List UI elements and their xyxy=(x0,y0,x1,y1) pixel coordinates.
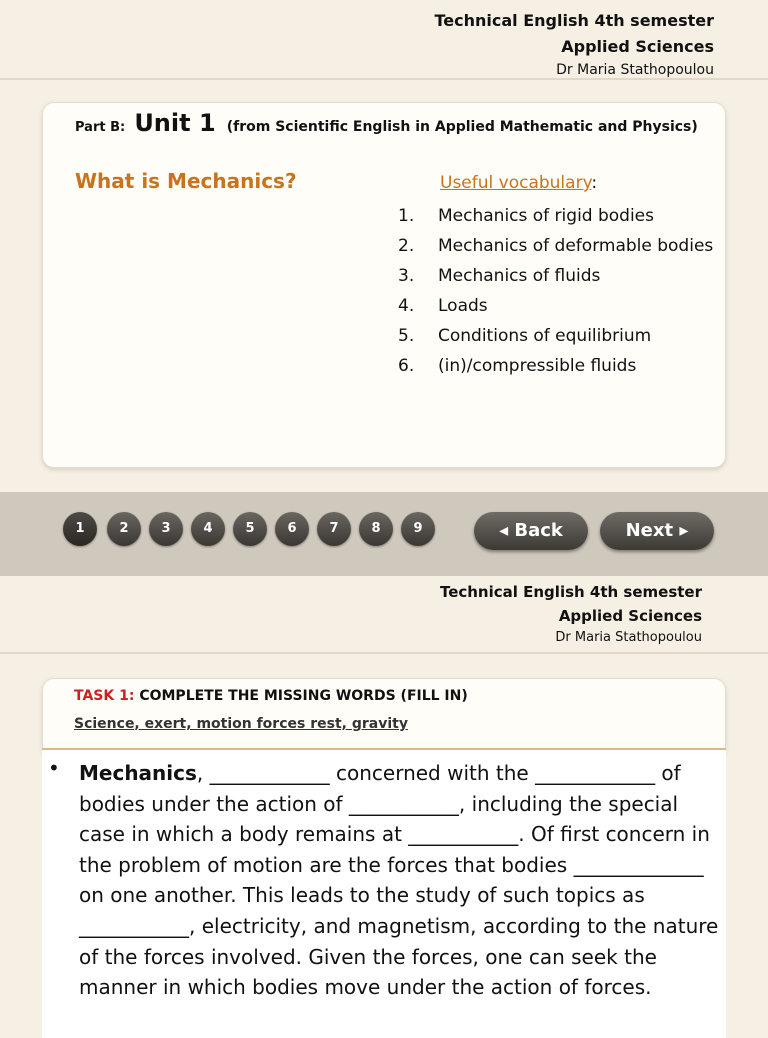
page-button-9[interactable]: 9 xyxy=(401,512,435,546)
paragraph-body: , ____________ concerned with the ____________ of bodies under the action of ___________, including the special case in which a body remains at ___________. Of first concern in the problem of motion are the forces that bodies _____________ on one another. This leads to the study of such topics as ___________, electricity, and magnetism, according to the nature of the forces involved. Given the forces, one can seek the manner in which bodies move under the action of forces. xyxy=(79,761,719,1000)
header-divider xyxy=(0,652,768,654)
unit-card xyxy=(42,102,726,468)
list-item: 2. Mechanics of deformable bodies xyxy=(398,236,714,256)
page-button-1[interactable]: 1 xyxy=(63,512,97,546)
page-button-8[interactable]: 8 xyxy=(359,512,393,546)
list-item: 6. (in)/compressible fluids xyxy=(398,356,637,376)
page-button-5[interactable]: 5 xyxy=(233,512,267,546)
back-button[interactable]: ◂ Back xyxy=(474,512,588,550)
list-item: 3. Mechanics of fluids xyxy=(398,266,601,286)
author: Dr Maria Stathopoulou xyxy=(556,62,714,78)
unit-label: Unit 1 xyxy=(134,109,216,137)
department: Applied Sciences xyxy=(558,607,702,625)
header-divider xyxy=(0,78,768,80)
list-item: 5. Conditions of equilibrium xyxy=(398,326,652,346)
exercise-paragraph xyxy=(79,758,724,1003)
part-label: Part B: xyxy=(75,120,126,135)
page-button-6[interactable]: 6 xyxy=(275,512,309,546)
question-title: What is Mechanics? xyxy=(75,169,297,193)
exercise-text-box xyxy=(42,748,726,1038)
course-title: Technical English 4th semester xyxy=(434,11,714,30)
task-heading xyxy=(74,688,468,704)
word-bank: Science, exert, motion forces rest, gravity xyxy=(74,716,408,732)
author: Dr Maria Stathopoulou xyxy=(555,630,702,645)
page-button-7[interactable]: 7 xyxy=(317,512,351,546)
bullet-icon: • xyxy=(48,756,60,780)
list-item: 4. Loads xyxy=(398,296,488,316)
vocab-list xyxy=(398,201,713,381)
slide2-header xyxy=(0,580,768,648)
page-button-3[interactable]: 3 xyxy=(149,512,183,546)
page-button-2[interactable]: 2 xyxy=(107,512,141,546)
source-note: (from Scientific English in Applied Mathematic and Physics) xyxy=(226,119,698,135)
list-item: 1. Mechanics of rigid bodies xyxy=(398,206,655,226)
slide-navigation xyxy=(0,492,768,576)
task-instruction: COMPLETE THE MISSING WORDS (FILL IN) xyxy=(139,688,468,704)
department: Applied Sciences xyxy=(561,37,714,56)
slide1-header xyxy=(0,8,768,80)
unit-heading xyxy=(75,109,698,137)
task-label: TASK 1: xyxy=(74,688,135,704)
next-button[interactable]: Next ▸ xyxy=(600,512,714,550)
vocab-heading: Useful vocabulary: xyxy=(440,173,598,193)
vocab-link: Useful vocabulary xyxy=(440,173,592,193)
course-title: Technical English 4th semester xyxy=(439,583,702,601)
page-button-4[interactable]: 4 xyxy=(191,512,225,546)
bold-term: Mechanics xyxy=(79,761,197,785)
